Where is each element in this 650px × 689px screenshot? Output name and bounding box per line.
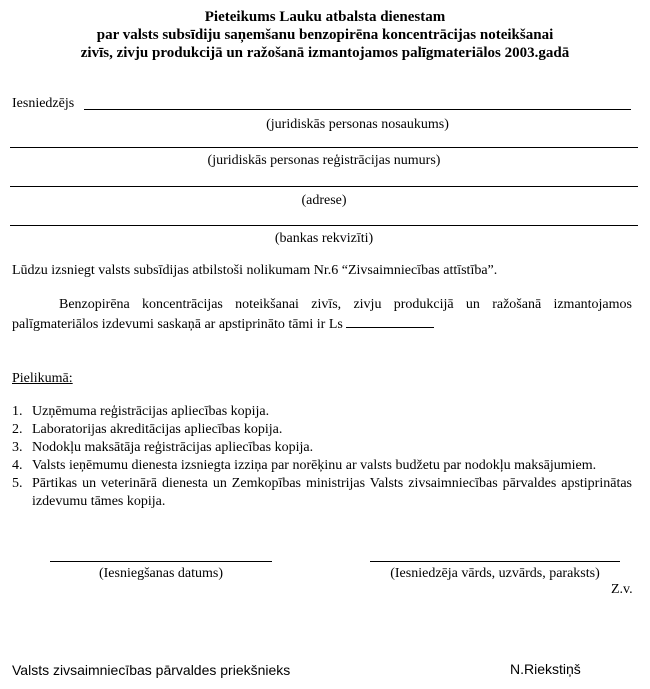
address-caption: (adrese): [301, 193, 347, 208]
attachments-heading: Pielikumā:: [12, 371, 73, 386]
form-title: [0, 8, 650, 62]
cost-amount-field[interactable]: [346, 315, 434, 328]
list-item: [12, 457, 632, 475]
list-item: [12, 421, 632, 439]
cost-paragraph: [12, 295, 632, 335]
registration-number-line[interactable]: [10, 147, 638, 148]
submission-date-line[interactable]: [50, 561, 272, 562]
list-item: [12, 439, 632, 457]
registration-number-caption: (juridiskās personas reģistrācijas numurs): [207, 153, 441, 168]
list-item-text: Valsts ieņēmumu dienesta izsniegta izziņa par norēķinu ar valsts budžetu par nodokļu maksājumiem.: [32, 458, 597, 473]
attachments-list: [12, 403, 632, 511]
applicant-name-caption: (juridiskās personas nosaukums): [266, 117, 449, 132]
list-item-text: Uzņēmuma reģistrācijas apliecības kopija.: [32, 404, 270, 419]
list-item-text: Nodokļu maksātāja reģistrācijas apliecības kopija.: [32, 440, 314, 455]
bank-details-caption: (bankas rekvizīti): [274, 231, 374, 246]
address-line[interactable]: [10, 186, 638, 187]
cost-text: Benzopirēna koncentrācijas noteikšanai zivīs, zivju produkcijā un ražošanā izmantojamos palīgmateriālos izdevumi saskaņā ar apstiprināto tāmi ir Ls: [12, 297, 632, 332]
list-item-number: 5.: [12, 476, 23, 491]
applicant-label: Iesniedzējs: [12, 96, 75, 111]
bank-details-line[interactable]: [10, 225, 638, 226]
seal-mark: Z.v.: [611, 582, 633, 597]
list-item-number: 4.: [12, 458, 23, 473]
footer-signatory-name: N.Riekstiņš: [510, 661, 581, 677]
list-item: [12, 475, 632, 511]
list-item: [12, 403, 632, 421]
list-item-number: 2.: [12, 422, 23, 437]
submission-date-caption: (Iesniegšanas datums): [98, 566, 224, 581]
list-item-number: 3.: [12, 440, 23, 455]
list-item-number: 1.: [12, 404, 23, 419]
title-line-3: zivīs, zivju produkcijā un ražošanā izmantojamos palīgmateriālos 2003.gadā: [80, 45, 570, 61]
title-line-1: Pieteikums Lauku atbalsta dienestam: [204, 9, 446, 25]
footer-position: Valsts zivsaimniecības pārvaldes priekšnieks: [12, 662, 291, 678]
request-text: Lūdzu izsniegt valsts subsīdijas atbilstoši nolikumam Nr.6 “Zivsaimniecības attīstība”.: [12, 263, 498, 278]
list-item-text: Laboratorijas akreditācijas apliecības kopija.: [32, 422, 283, 437]
list-item-text: Pārtikas un veterinārā dienesta un Zemkopības ministrijas Valsts zivsaimniecības pārvaldes apstiprinātas izdevumu tāmes kopija.: [32, 476, 632, 509]
applicant-signature-line[interactable]: [370, 561, 620, 562]
applicant-name-line[interactable]: [84, 109, 631, 110]
title-line-2: par valsts subsīdiju saņemšanu benzopirēna koncentrācijas noteikšanai: [96, 27, 554, 43]
applicant-signature-caption: (Iesniedzēja vārds, uzvārds, paraksts): [390, 566, 600, 581]
